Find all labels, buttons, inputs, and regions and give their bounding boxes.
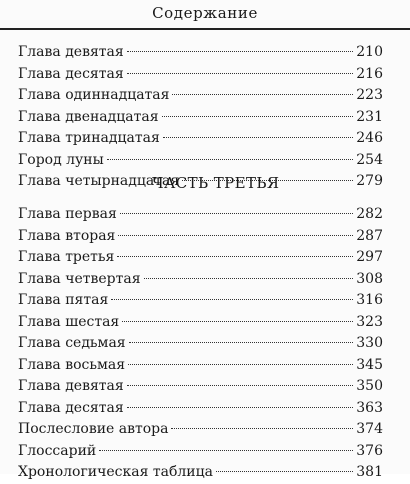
toc-entry-title: Глава седьмая (18, 335, 126, 351)
toc-entry-page-number: 297 (356, 249, 383, 265)
toc-entry-title: Глава десятая (18, 65, 124, 82)
dot-leader (128, 364, 353, 365)
toc-entry-page-number: 345 (356, 356, 383, 373)
toc-entry-page-number: 381 (356, 464, 383, 480)
dot-leader (122, 321, 353, 322)
toc-entry-page-number: 376 (356, 442, 383, 459)
dot-leader (163, 137, 353, 138)
dot-leader (129, 342, 354, 343)
toc-entry-title: Послесловие автора (18, 421, 169, 437)
toc-entry-title: Глава двенадцатая (18, 108, 159, 125)
dot-leader (127, 407, 354, 408)
toc-entry (18, 355, 383, 377)
toc-entry-title: Глава одиннадцатая (18, 87, 170, 103)
toc-entry-page-number: 330 (356, 335, 383, 351)
toc-entry-page-number: 246 (356, 130, 383, 146)
toc-entry-page-number: 363 (356, 399, 383, 416)
toc-entry-page-number: 223 (356, 87, 383, 103)
toc-entry (18, 269, 383, 291)
dot-leader (127, 385, 354, 386)
toc-entry-title: Глава шестая (18, 313, 120, 330)
dot-leader (144, 278, 354, 279)
toc-entry-page-number: 254 (356, 151, 383, 168)
toc-entry-title: Глава третья (18, 249, 115, 265)
toc-entry (18, 128, 383, 150)
toc-entry (18, 441, 383, 463)
dot-leader (111, 299, 353, 300)
dot-leader (107, 159, 354, 160)
toc-entry-page-number: 316 (356, 292, 383, 308)
toc-entry-page-number: 323 (356, 313, 383, 330)
toc-entry (18, 85, 383, 107)
toc-entry-page-number: 282 (356, 206, 383, 222)
toc-entry-page-number: 216 (356, 65, 383, 82)
toc-entry-title: Глава девятая (18, 44, 124, 60)
dot-leader (120, 213, 353, 214)
toc-entry (18, 226, 383, 248)
dot-leader (99, 450, 353, 451)
toc-entry (18, 150, 383, 172)
toc-entry-title: Глава первая (18, 206, 117, 222)
toc-entry (18, 42, 383, 64)
toc-entry (18, 290, 383, 312)
dot-leader (216, 471, 353, 472)
dot-leader (172, 94, 353, 95)
toc-entry (18, 64, 383, 86)
toc-entry-title: Город луны (18, 151, 104, 168)
dot-leader (171, 428, 353, 429)
part-three-heading: ЧАСТЬ ТРЕТЬЯ (152, 174, 280, 192)
toc-entry (18, 204, 383, 226)
toc-list-part-two (18, 42, 383, 193)
toc-entry-title: Глава десятая (18, 399, 124, 416)
toc-entry-title: Глава восьмая (18, 356, 126, 373)
toc-entry-page-number: 231 (356, 108, 383, 125)
toc-entry-title: Глава пятая (18, 292, 109, 308)
toc-entry-page-number: 210 (356, 44, 383, 60)
page-header-title: Содержание (152, 4, 258, 22)
toc-entry-title: Глава четырнадцатая (18, 173, 180, 189)
toc-entry-page-number: 287 (356, 227, 383, 244)
toc-entry-title: Хронологическая таблица (18, 464, 213, 480)
toc-entry (18, 333, 383, 355)
toc-entry (18, 312, 383, 334)
dot-leader (127, 51, 354, 52)
toc-entry (18, 107, 383, 129)
dot-leader (117, 256, 353, 257)
toc-list-part-three (18, 204, 383, 484)
page-header (0, 0, 410, 30)
dot-leader (162, 116, 354, 117)
dot-leader (127, 73, 354, 74)
toc-entry-page-number: 279 (356, 173, 383, 189)
toc-entry (18, 247, 383, 269)
toc-entry-title: Глава четвертая (18, 270, 141, 287)
toc-entry-title: Глоссарий (18, 442, 97, 459)
toc-entry-title: Глава девятая (18, 378, 124, 394)
toc-entry (18, 462, 383, 484)
toc-entry-title: Глава тринадцатая (18, 130, 160, 146)
toc-entry-page-number: 308 (356, 270, 383, 287)
toc-entry-page-number: 350 (356, 378, 383, 394)
toc-entry (18, 419, 383, 441)
dot-leader (118, 235, 353, 236)
toc-entry-title: Глава вторая (18, 227, 116, 244)
toc-entry (18, 376, 383, 398)
toc-entry-page-number: 374 (356, 421, 383, 437)
toc-entry (18, 398, 383, 420)
